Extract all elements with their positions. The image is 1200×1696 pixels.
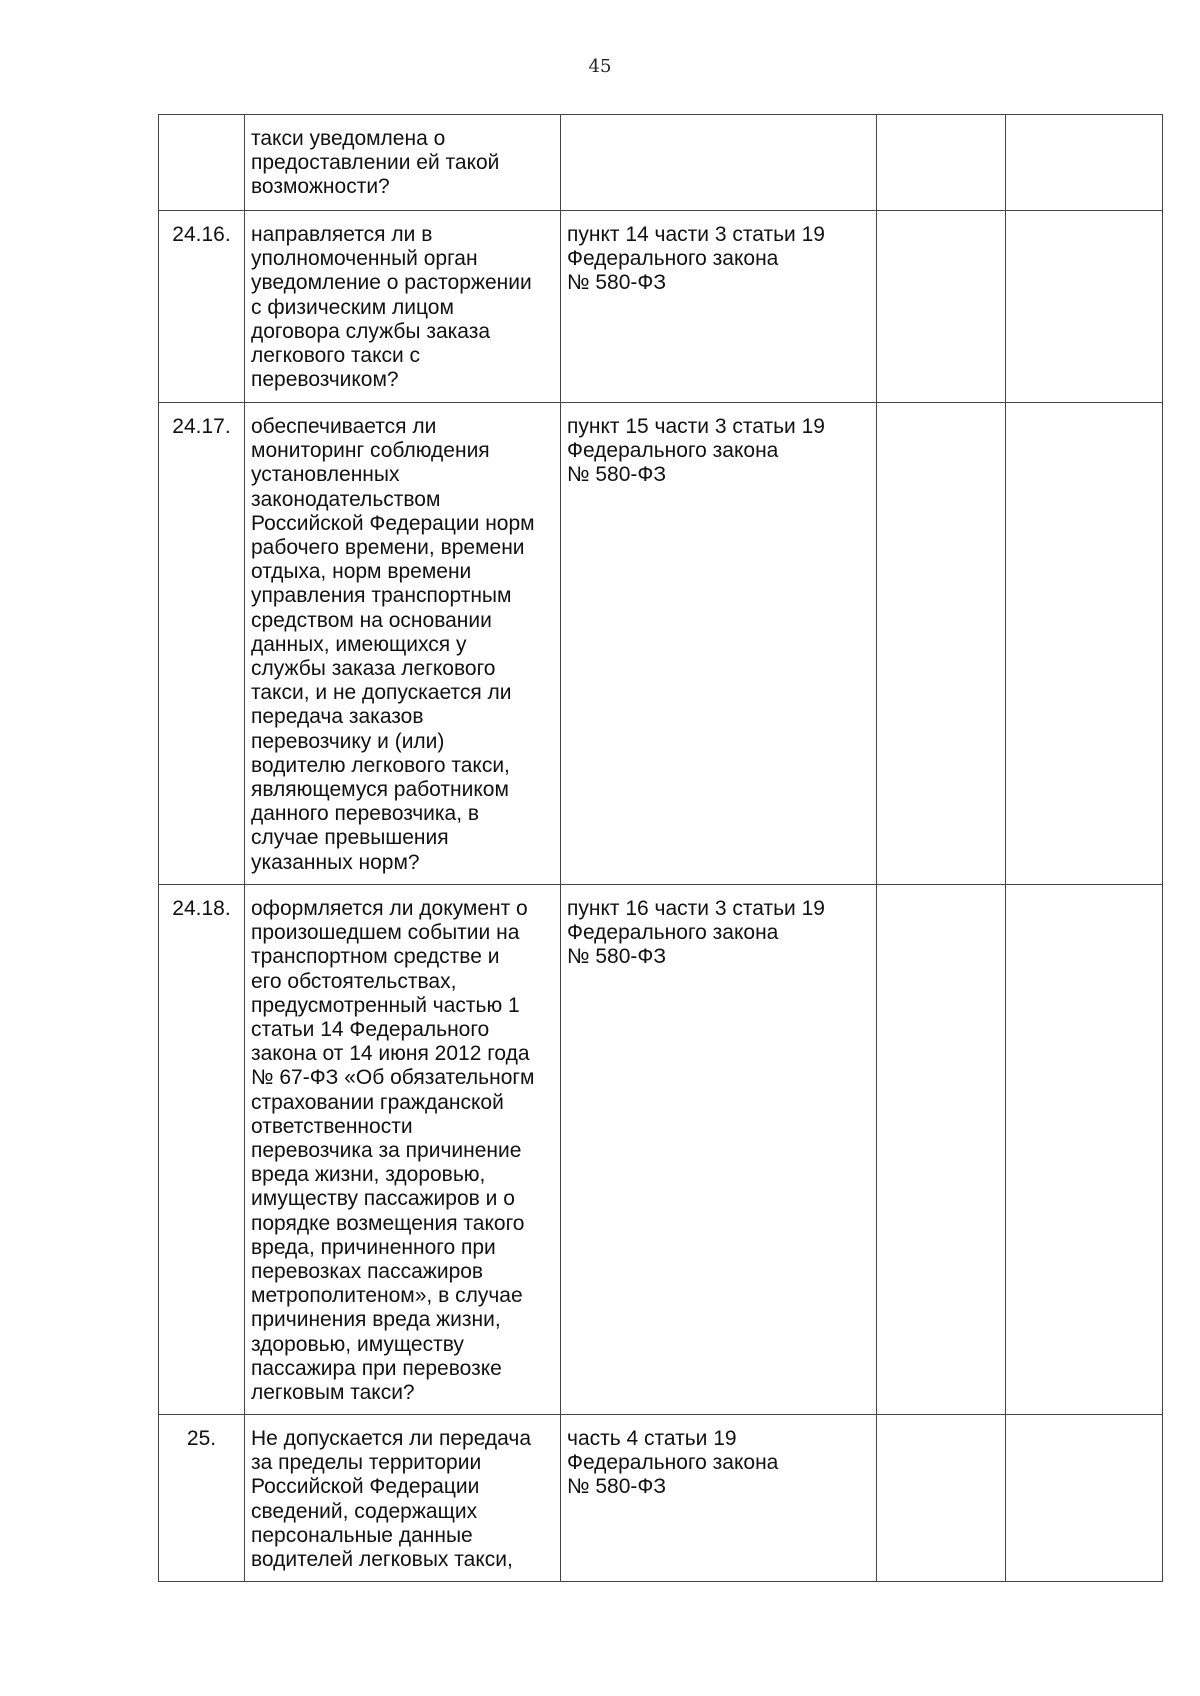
cell-text-line: Федерального закона — [567, 921, 779, 945]
cell-text-line: причинения вреда жизни, — [251, 1308, 501, 1332]
cell-text-line: уполномоченный орган — [251, 247, 478, 271]
table-row — [159, 1415, 1163, 1582]
cell-text-line: уведомление о расторжении — [251, 271, 532, 295]
table-row — [159, 885, 1163, 1415]
cell-text-line: установленных — [251, 463, 400, 487]
cell-text-line: перевозчиком? — [251, 368, 399, 392]
cell-text-line: рабочего времени, времени — [251, 536, 525, 560]
cell-text-line: часть 4 статьи 19 — [567, 1427, 737, 1450]
reference-cell — [561, 211, 877, 403]
cell-text-line: № 580-ФЗ — [567, 271, 667, 295]
cell-text-line: средством на основании — [251, 608, 492, 632]
cell-text-line: за пределы территории — [251, 1451, 482, 1475]
cell-text-line: Российской Федерации норм — [251, 511, 535, 535]
cell-text-line: оформляется ли документ о — [251, 897, 528, 920]
cell-text-line: легкового такси с — [251, 344, 421, 368]
cell-text-line: отдыха, норм времени — [251, 560, 472, 584]
row-number-cell: 24.17. — [159, 403, 245, 885]
cell-text-line: службы заказа легкового — [251, 657, 496, 681]
empty-cell — [1006, 211, 1163, 403]
cell-text-line: перевозчика за причинение — [251, 1139, 522, 1163]
cell-text-line: возможности? — [251, 175, 390, 199]
cell-text-line: обеспечивается ли — [251, 415, 437, 438]
cell-text-line: пункт 16 части 3 статьи 19 — [567, 897, 825, 920]
empty-cell — [1006, 885, 1163, 1415]
empty-cell — [877, 1415, 1006, 1582]
cell-text-line: указанных норм? — [251, 850, 420, 874]
cell-text-line: вреда жизни, здоровью, — [251, 1163, 486, 1187]
cell-text-line: вреда, причиненного при — [251, 1235, 496, 1259]
row-number-cell: 25. — [159, 1415, 245, 1582]
row-number-cell: 24.18. — [159, 885, 245, 1415]
cell-text-line: водителю легкового такси, — [251, 753, 510, 777]
table-row — [159, 403, 1163, 885]
table-row — [159, 115, 1163, 211]
cell-text-line: транспортном средстве и — [251, 945, 500, 969]
checklist-table — [158, 114, 1163, 1582]
cell-text-line: Российской Федерации — [251, 1475, 480, 1499]
cell-text-line: водителей легковых такси, — [251, 1548, 513, 1572]
cell-text-line: договора службы заказа — [251, 319, 491, 343]
cell-text-line: метрополитеном», в случае — [251, 1284, 523, 1308]
cell-text-line: порядке возмещения такого — [251, 1211, 525, 1235]
empty-cell — [877, 211, 1006, 403]
question-cell — [245, 211, 561, 403]
cell-text-line: легковым такси? — [251, 1381, 415, 1405]
cell-text-line: ответственности — [251, 1114, 413, 1138]
table-row — [159, 211, 1163, 403]
cell-text-line: статьи 14 Федерального — [251, 1018, 490, 1042]
question-cell — [245, 403, 561, 885]
empty-cell — [877, 403, 1006, 885]
cell-text-line: пункт 14 части 3 статьи 19 — [567, 223, 825, 246]
empty-cell — [1006, 1415, 1163, 1582]
cell-text-line: такси уведомлена о — [251, 127, 446, 150]
cell-text-line: перевозках пассажиров — [251, 1260, 484, 1284]
cell-text-line: персональные данные — [251, 1523, 473, 1547]
table-body — [159, 115, 1163, 1582]
cell-text-line: Федерального закона — [567, 1451, 779, 1475]
cell-text-line: страховании гражданской — [251, 1090, 504, 1114]
page-number: 45 — [588, 56, 612, 77]
question-cell — [245, 885, 561, 1415]
cell-text-line: № 580-ФЗ — [567, 463, 667, 487]
cell-text-line: № 580-ФЗ — [567, 1475, 667, 1499]
row-number-cell — [159, 115, 245, 211]
question-cell — [245, 115, 561, 211]
cell-text-line: имуществу пассажиров и о — [251, 1187, 515, 1211]
cell-text-line: № 67-ФЗ «Об обязательногм — [251, 1066, 535, 1090]
question-cell — [245, 1415, 561, 1582]
cell-text-line: Федерального закона — [567, 247, 779, 271]
cell-text-line: произошедшем событии на — [251, 921, 520, 945]
cell-text-line: такси, и не допускается ли — [251, 681, 512, 705]
empty-cell — [877, 115, 1006, 211]
cell-text-line: Не допускается ли передача — [251, 1427, 532, 1450]
cell-text-line: данных, имеющихся у — [251, 632, 467, 656]
cell-text-line: № 580-ФЗ — [567, 945, 667, 969]
cell-text-line: являющемуся работником — [251, 778, 509, 802]
row-number-cell: 24.16. — [159, 211, 245, 403]
cell-text-line: закона от 14 июня 2012 года — [251, 1042, 530, 1066]
cell-text-line: законодательством — [251, 487, 441, 511]
cell-text-line: пассажира при перевозке — [251, 1356, 502, 1380]
cell-text-line: предусмотренный частью 1 — [251, 993, 520, 1017]
cell-text-line: здоровью, имуществу — [251, 1332, 464, 1356]
cell-text-line: сведений, содержащих — [251, 1499, 478, 1523]
cell-text-line: данного перевозчика, в — [251, 802, 480, 826]
cell-text-line: предоставлении ей такой — [251, 151, 500, 175]
empty-cell — [1006, 115, 1163, 211]
cell-text-line: пункт 15 части 3 статьи 19 — [567, 415, 825, 438]
cell-text-line: случае превышения — [251, 826, 449, 850]
cell-text-line: его обстоятельствах, — [251, 969, 457, 993]
cell-text-line: с физическим лицом — [251, 295, 454, 319]
cell-text-line: перевозчику и (или) — [251, 729, 445, 753]
reference-cell — [561, 115, 877, 211]
cell-text-line: передача заказов — [251, 705, 424, 729]
empty-cell — [1006, 403, 1163, 885]
reference-cell — [561, 1415, 877, 1582]
cell-text-line: направляется ли в — [251, 223, 433, 246]
cell-text-line: мониторинг соблюдения — [251, 439, 490, 463]
reference-cell — [561, 885, 877, 1415]
empty-cell — [877, 885, 1006, 1415]
cell-text-line: управления транспортным — [251, 584, 512, 608]
cell-text-line: Федерального закона — [567, 439, 779, 463]
reference-cell — [561, 403, 877, 885]
